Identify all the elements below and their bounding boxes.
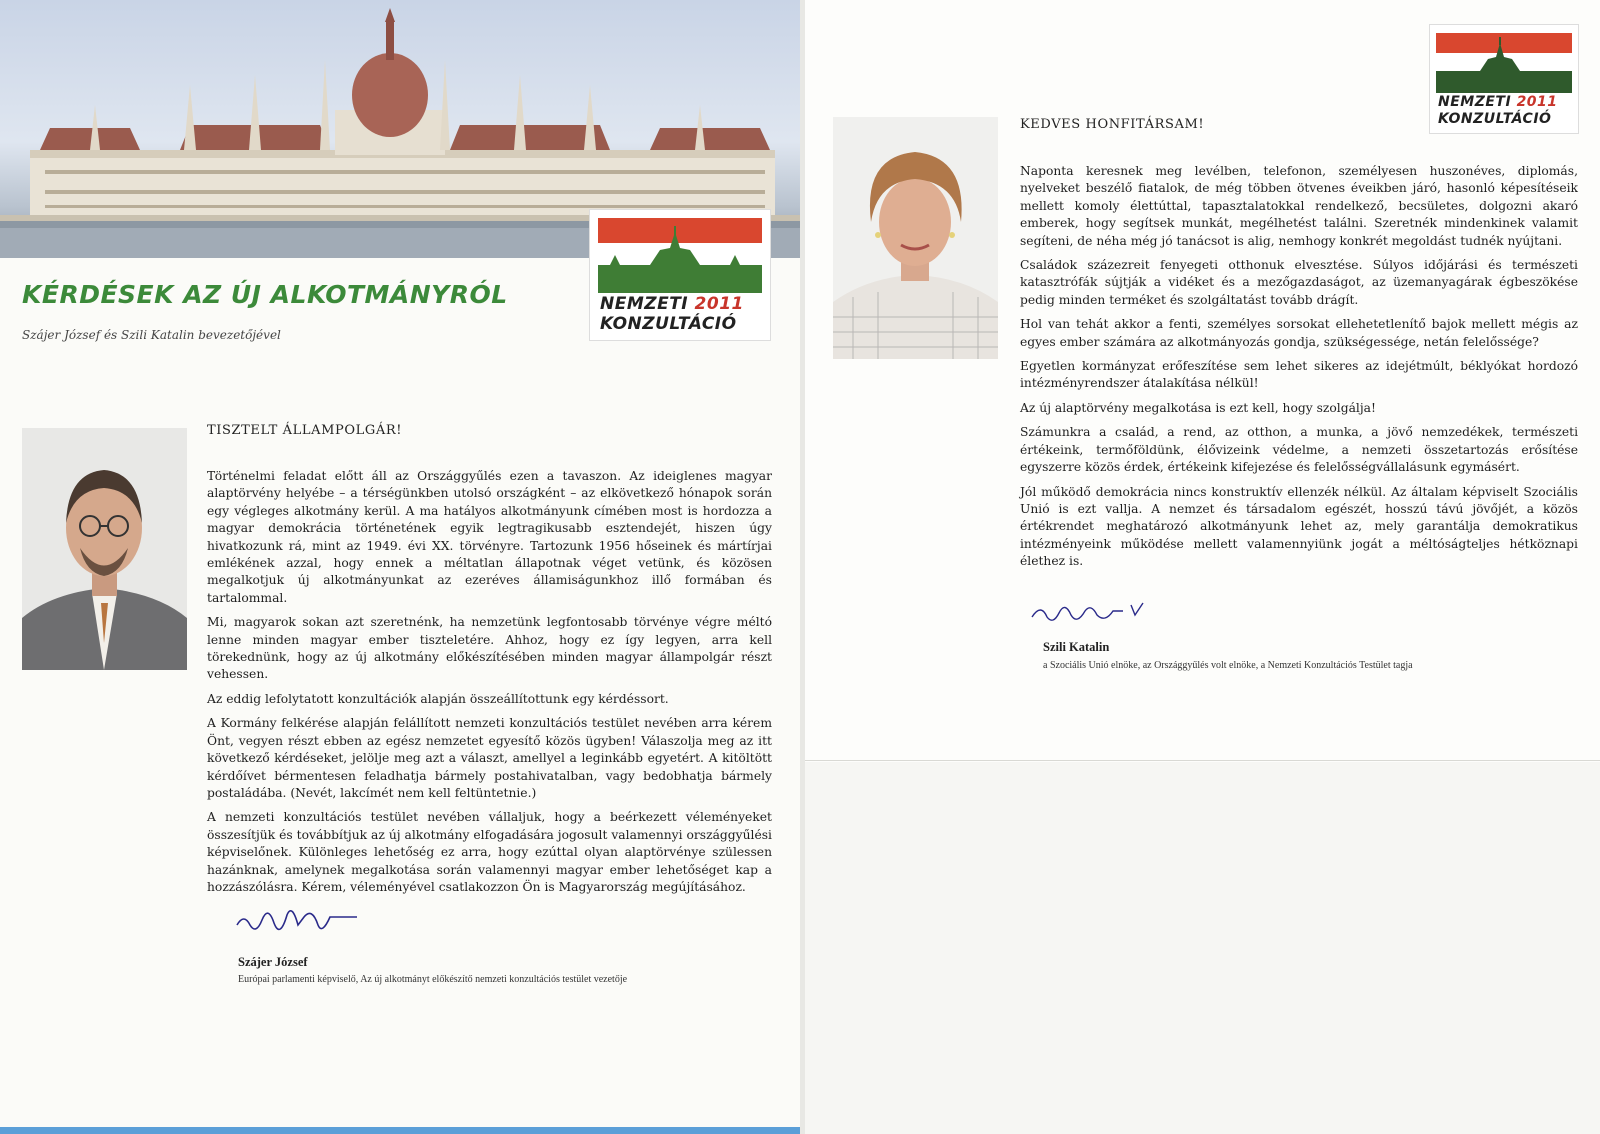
letter-paragraph: Az eddig lefolytatott konzultációk alapján összeállítottunk egy kérdéssort. (207, 691, 669, 706)
signer-name-right: Szili Katalin (1043, 640, 1110, 654)
letter-body-right (1020, 163, 1578, 578)
signer-title-left: Európai parlamenti képviselő, Az új alkotmányt előkészítő nemzeti konzultációs testület vezetője (238, 974, 628, 985)
badge-word-nemzeti: NEMZETI (1438, 94, 1512, 110)
letter-paragraph: Számunkra a család, a rend, az otthon, a munka, a jövő nemzedékek, természeti értékeink, termőföldünk, élővizeink védelme, a nemzeti összetartozás erősítése egyszerre közös érdek, értékeink kifejezése és felelősségvállalásunk egymásért. (1020, 425, 1578, 475)
bottom-edge-bar (0, 1127, 800, 1134)
fold-line (805, 760, 1600, 761)
signature-szajer (232, 895, 362, 949)
badge-word-konzultacio: KONZULTÁCIÓ (600, 314, 737, 334)
letter-paragraph: Családok százezreit fenyegeti otthonuk elvesztése. Súlyos időjárási és természeti katasztrófák sújtják a vidéket és a mezőgazdaságot, az üzemanyagárak égbeszökése pedig minden terméket és szolgáltatást tovább drágít. (1020, 258, 1578, 307)
badge-word-nemzeti: NEMZETI (600, 294, 689, 314)
greeting-right: KEDVES HONFITÁRSAM! (1020, 117, 1205, 132)
signer-title-right: a Szociális Unió elnöke, az Országgyűlés volt elnöke, a Nemzeti Konzultációs Testület tagja (1043, 660, 1413, 671)
badge-year: 2011 (1516, 94, 1558, 110)
portrait-szili-katalin (833, 117, 998, 359)
lower-blank-area (805, 762, 1600, 1134)
letter-body-left (207, 468, 772, 903)
badge-year: 2011 (694, 294, 744, 314)
signer-name-left: Szájer József (238, 955, 308, 969)
letter-paragraph: Egyetlen kormányzat erőfeszítése sem lehet sikeres az idejétmúlt, béklyókat hordozó intézményrendszer átalakítása nélkül! (1020, 359, 1578, 391)
right-page (805, 0, 1600, 1134)
letter-paragraph: Hol van tehát akkor a fenti, személyes sorsokat ellehetetlenítő bajok mellett mégis az egyes ember számára az alkotmányozás gondja, szükségessége, netán felelőssége? (1020, 317, 1578, 349)
letter-paragraph: Naponta keresnek meg levélben, telefonon, személyesen huszonéves, diplomás, nyelveket beszélő fiatalok, de még többen ötvenes éveikben járó, hasonló képesítéseik mellett komoly élettúttal, tapasztalatokkal rendelkező, becsületes, dolgozni akaró emberek, hogy segítsek munkát, megélhetést találni. Szeretnék mindenkinek valamit segíteni, de néha még jó tanácsot is alig, nemhogy konkrét megoldást tudnék nyújtani. (1020, 164, 1578, 248)
letter-paragraph: A Kormány felkérése alapján felállított nemzeti konzultációs testület nevében arra kérem Önt, vegyen részt ebben az egész nemzetet egyesítő közös ügyben! Válaszolja meg az itt következő kérdéseket, jelölje meg azt a választ, amellyel a leginkább egyetért. A kitöltött kérdőívet bérmentesen feladhatja bármely postahivatalban, vagy bedobhatja bármely postaládába. (Nevét, lakcímét nem kell feltüntetnie.) (207, 716, 772, 800)
page-title: KÉRDÉSEK AZ ÚJ ALKOTMÁNYRÓL (22, 280, 508, 309)
letter-paragraph: A nemzeti konzultációs testület nevében vállaljuk, hogy a beérkezett véleményeket összesítjük és továbbítjuk az új alkotmány elfogadására jogosult valamennyi országgyűlési képviselőnek. Különleges lehetőség ez arra, hogy ezúttal olyan alaptörvénye szülessen hazánknak, amelynek megalkotása során valamennyi magyar ember lehetőséget kap a hozzászólásra. Kérem, véleményével csatlakozzon Ön is Magyarország megújításához. (207, 810, 772, 894)
nemzeti-konzultacio-logo (590, 210, 770, 340)
page-subtitle: Szájer József és Szili Katalin bevezetőjével (22, 328, 281, 342)
signature-szili (1027, 595, 1157, 635)
letter-paragraph: Az új alaptörvény megalkotása is ezt kell, hogy szolgálja! (1020, 400, 1376, 415)
portrait-szajer-jozsef (22, 428, 187, 670)
badge-word-konzultacio: KONZULTÁCIÓ (1438, 111, 1552, 127)
greeting-left: TISZTELT ÁLLAMPOLGÁR! (207, 423, 403, 438)
letter-paragraph: Történelmi feladat előtt áll az Országgyűlés ezen a tavaszon. Az ideiglenes magyar alaptörvény helyébe – a térségünkben utolsó országként – az elkövetkező hónapok során egy végleges alkotmány kerül. A ma hatályos alkotmányunk címében most is hordozza a magyar demokrácia történetének egyik legtragikusabb esztendejét, hiszen úgy hivatkozunk rá, mint az 1949. évi XX. törvényre. Tartozunk 1956 hőseinek és mártírjai emlékének azzal, hogy ennek a méltatlan állapotnak véget vetünk, és közösen megalkotjuk új alkotmányunkat az ezeréves államiságunkhoz illő formában és tartalommal. (207, 469, 772, 605)
nemzeti-konzultacio-logo (1430, 25, 1578, 133)
letter-paragraph: Mi, magyarok sokan azt szeretnénk, ha nemzetünk legfontosabb törvénye végre méltó lenne minden magyar ember tiszteletére. Ahhoz, hogy ez így legyen, arra kell törekednünk, hogy az új alkotmány előkészítésében minden magyar állampolgár részt vehessen. (207, 615, 772, 682)
letter-paragraph: Jól működő demokrácia nincs konstruktív ellenzék nélkül. Az általam képviselt Szociális Unió is ezt vallja. A nemzet és társadalom egészét, hosszú távú jövőjét, a közös értékrendet meghatározó alkotmányunk lehet az, mely garantálja demokratikus intézményeink működése mellett valamennyiünk jogát a méltóságteljes hétköznapi élethez is. (1020, 484, 1578, 569)
